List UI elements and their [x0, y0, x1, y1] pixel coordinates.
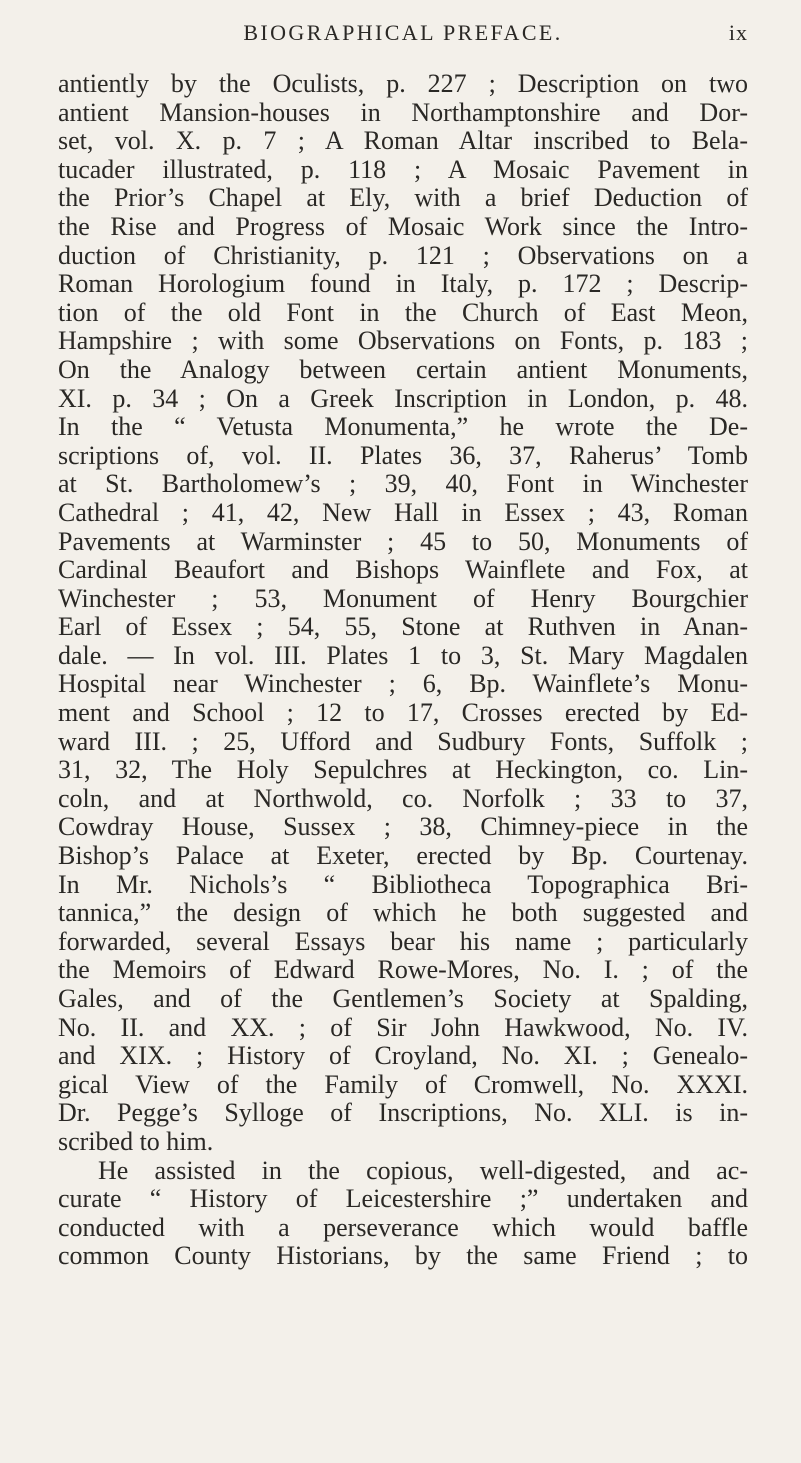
text-line: scriptions of, vol. II. Plates 36, 37, Raherus’ Tomb — [58, 440, 748, 470]
text-line: the Memoirs of Edward Rowe-Mores, No. I. ; of the — [58, 955, 748, 985]
text-line: Earl of Essex ; 54, 55, Stone at Ruthven in Anan- — [58, 612, 748, 642]
page-number: ix — [728, 20, 748, 45]
text-line: Cowdray House, Sussex ; 38, Chimney-piece in the — [58, 812, 748, 842]
paragraph — [58, 70, 748, 1157]
text-line: ward III. ; 25, Ufford and Sudbury Fonts, Suffolk ; — [58, 726, 748, 756]
text-line: tion of the old Font in the Church of East Meon, — [58, 297, 748, 327]
body-text — [58, 70, 748, 1271]
paragraph — [58, 1157, 748, 1271]
text-line: antient Mansion-houses in Northamptonshire and Dor- — [58, 97, 748, 127]
text-line: antiently by the Oculists, p. 227 ; Description on two — [58, 69, 748, 98]
text-line: Dr. Pegge’s Sylloge of Inscriptions, No. XLI. is in- — [58, 1098, 748, 1128]
text-line: On the Analogy between certain antient Monuments, — [58, 354, 748, 384]
text-line: Cardinal Beaufort and Bishops Wainflete and Fox, at — [58, 555, 748, 585]
text-line: Bishop’s Palace at Exeter, erected by Bp. Courtenay. — [58, 841, 748, 871]
text-line: ment and School ; 12 to 17, Crosses erected by Ed- — [58, 698, 748, 728]
text-line: Hampshire ; with some Observations on Fonts, p. 183 ; — [58, 326, 748, 356]
text-line: In the “ Vetusta Monumenta,” he wrote the De- — [58, 412, 748, 442]
text-line: tucader illustrated, p. 118 ; A Mosaic Pavement in — [58, 154, 748, 184]
text-line: No. II. and XX. ; of Sir John Hawkwood, No. IV. — [58, 1012, 748, 1042]
text-line: curate “ History of Leicestershire ;” undertaken and — [58, 1184, 748, 1214]
text-line: duction of Christianity, p. 121 ; Observations on a — [58, 240, 748, 270]
text-line: set, vol. X. p. 7 ; A Roman Altar inscribed to Bela- — [58, 126, 748, 156]
text-line: Pavements at Warminster ; 45 to 50, Monuments of — [58, 526, 748, 556]
running-header — [58, 20, 748, 54]
text-line: tannica,” the design of which he both suggested and — [58, 898, 748, 928]
text-line: Gales, and of the Gentlemen’s Society at Spalding, — [58, 984, 748, 1013]
text-line: In Mr. Nichols’s “ Bibliotheca Topographica Bri- — [58, 869, 748, 899]
text-line: the Prior’s Chapel at Ely, with a brief Deduction of — [58, 183, 748, 213]
text-line: XI. p. 34 ; On a Greek Inscription in London, p. 48. — [58, 383, 748, 413]
text-line: dale. — In vol. III. Plates 1 to 3, St. Mary Magdalen — [58, 640, 748, 670]
text-line: 31, 32, The Holy Sepulchres at Heckington, co. Lin- — [58, 755, 748, 785]
text-line: Roman Horologium found in Italy, p. 172 ; Descrip- — [58, 269, 748, 299]
text-line: forwarded, several Essays bear his name ; particularly — [58, 926, 748, 956]
text-line: at St. Bartholomew’s ; 39, 40, Font in Winchester — [58, 469, 748, 499]
text-line: conducted with a perseverance which would baffle — [58, 1212, 748, 1242]
text-line: coln, and at Northwold, co. Norfolk ; 33 to 37, — [58, 783, 748, 813]
running-title: BIOGRAPHICAL PREFACE. — [243, 20, 563, 45]
text-line: Cathedral ; 41, 42, New Hall in Essex ; 43, Roman — [58, 497, 748, 527]
text-line: Winchester ; 53, Monument of Henry Bourgchier — [58, 583, 748, 613]
text-line: the Rise and Progress of Mosaic Work since the Intro- — [58, 211, 748, 241]
text-line: gical View of the Family of Cromwell, No. XXXI. — [58, 1069, 748, 1099]
text-line: scribed to him. — [58, 1126, 214, 1156]
text-line: common County Historians, by the same Friend ; to — [58, 1241, 748, 1271]
text-line: and XIX. ; History of Croyland, No. XI. ; Genealo- — [58, 1041, 748, 1071]
text-line: He assisted in the copious, well-digested, and ac- — [98, 1155, 748, 1185]
text-line: Hospital near Winchester ; 6, Bp. Wainflete’s Monu- — [58, 669, 748, 699]
